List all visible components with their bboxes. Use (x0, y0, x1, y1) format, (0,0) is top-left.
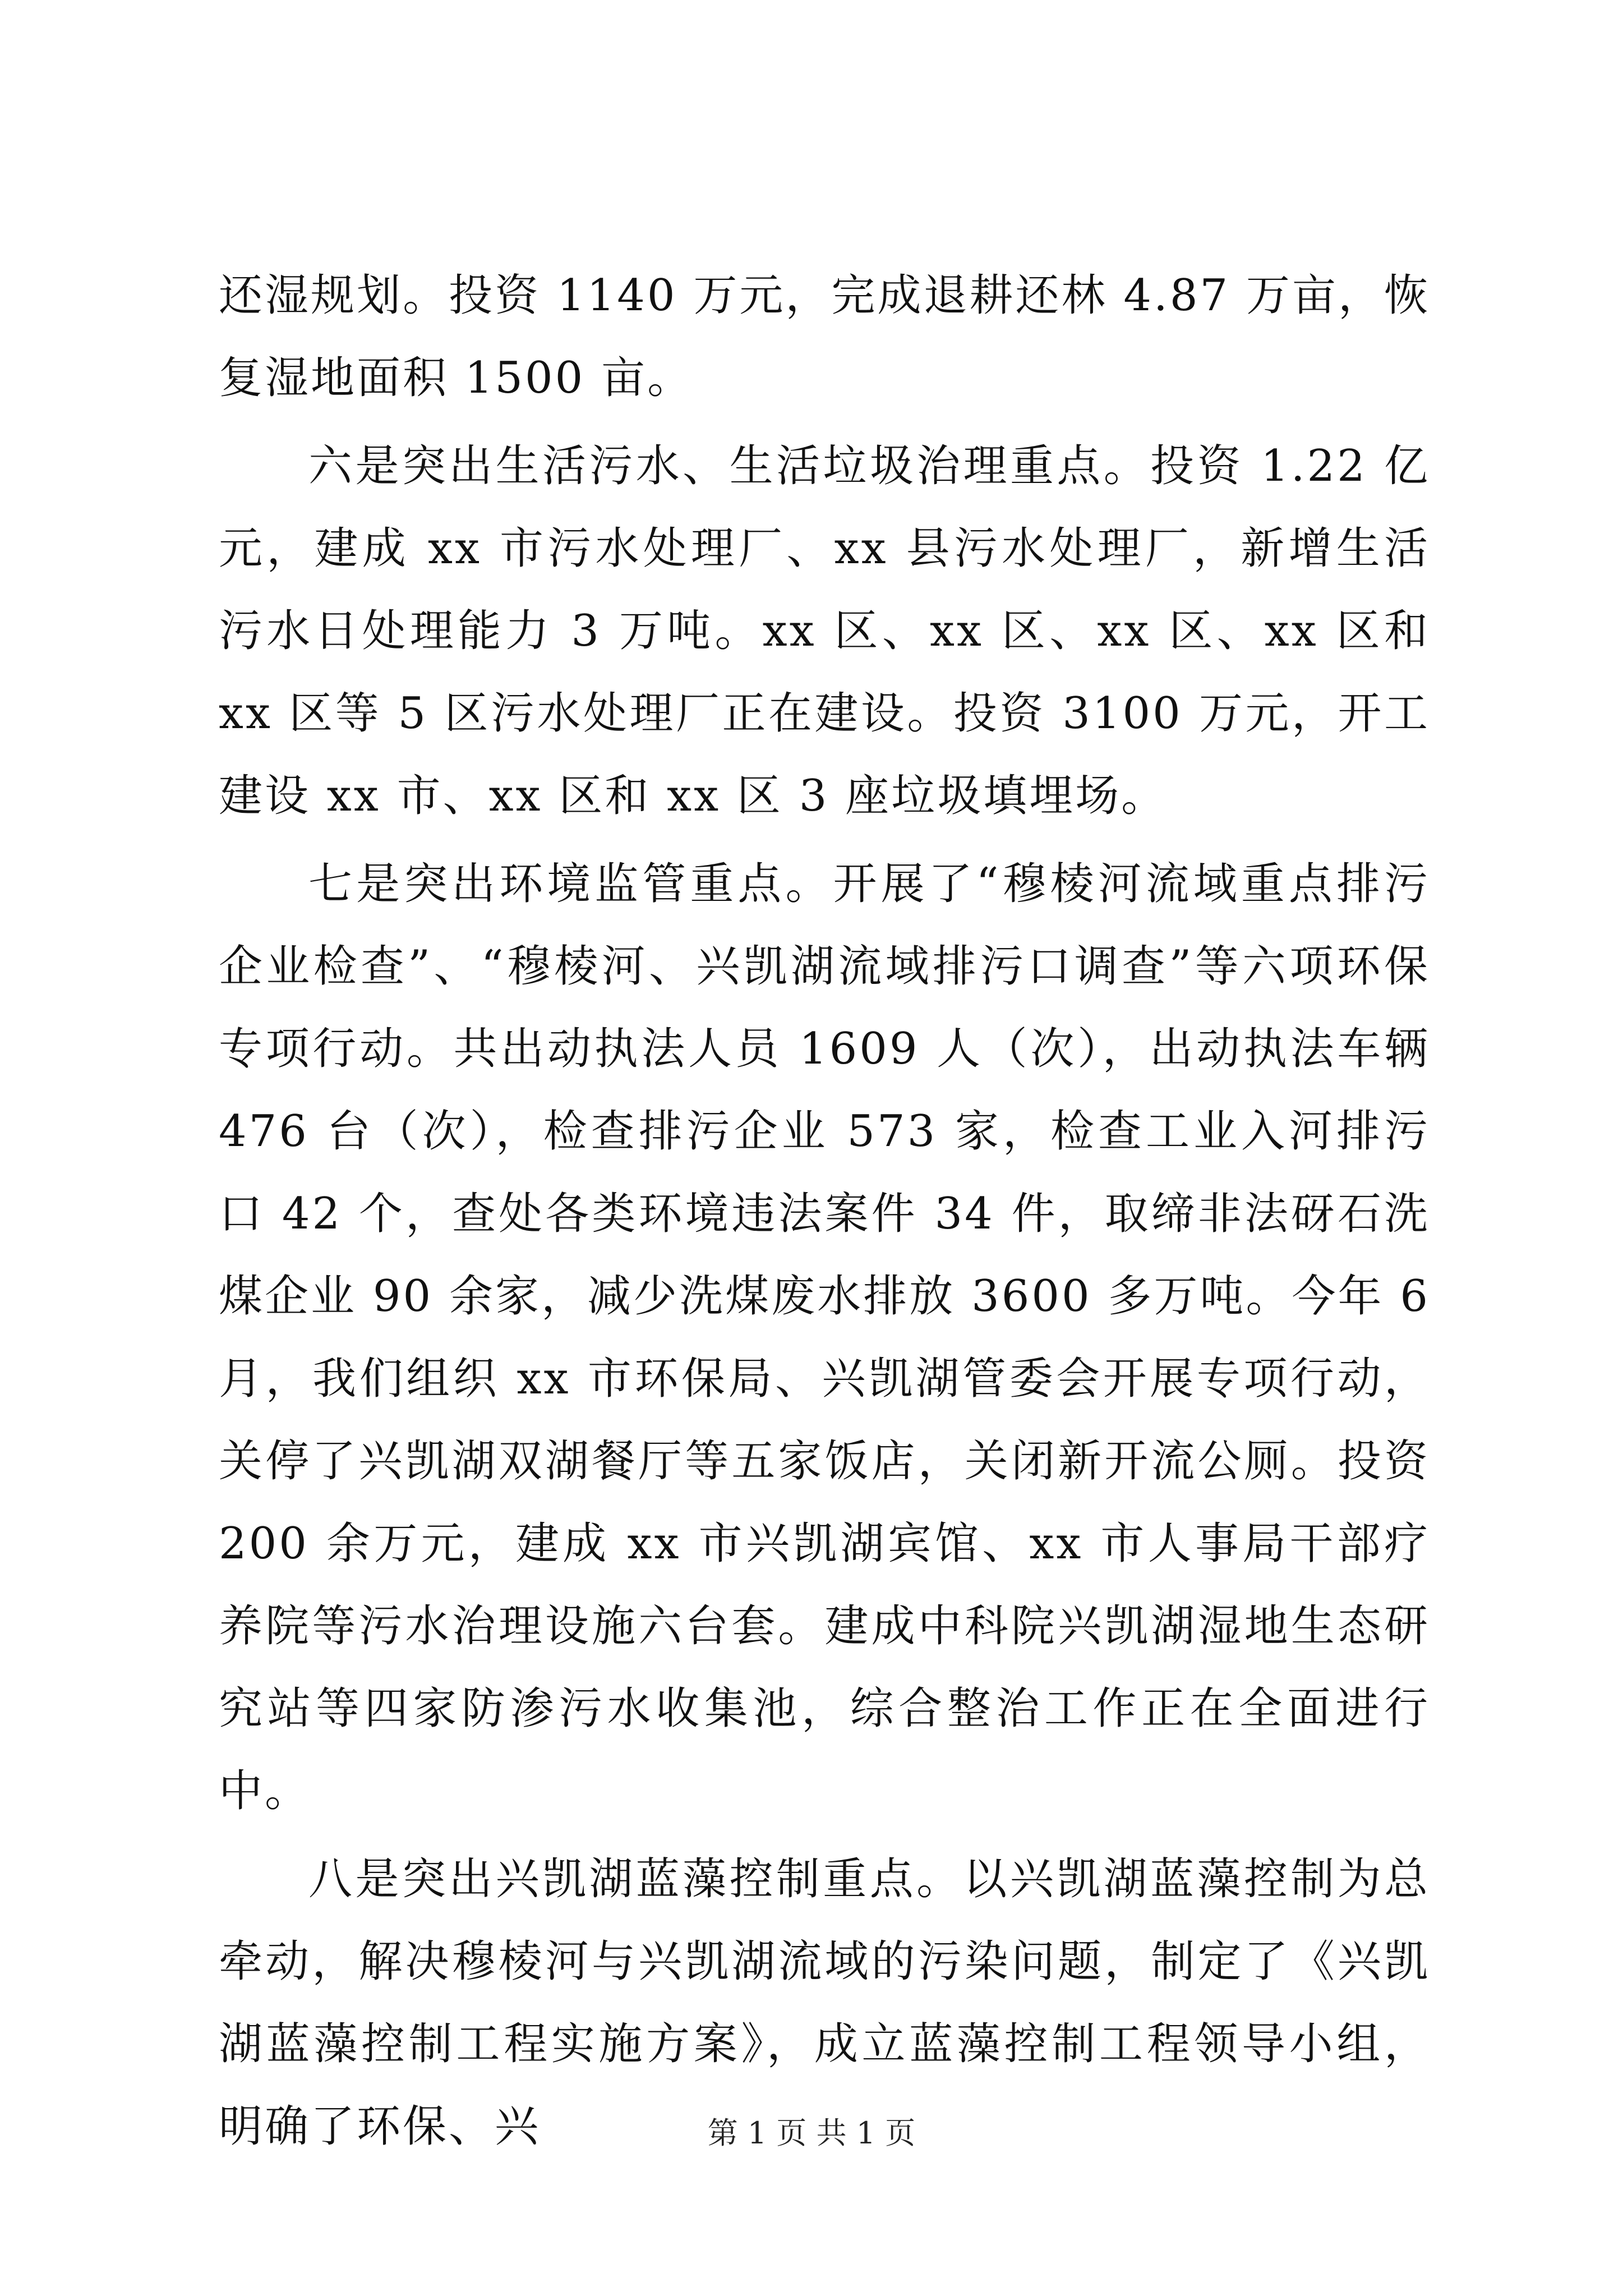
paragraph-item-six: 六是突出生活污水、生活垃圾治理重点。投资 1.22 亿元，建成 xx 市污水处理厂、xx 县污水处理厂，新增生活污水日处理能力 3 万吨。xx 区、xx 区、xx 区、xx 区和 xx 区等 5 区污水处理厂正在建设。投资 3100 万元，开工建设 xx 市、xx 区和 xx 区 3 座垃圾填埋场。 (219, 441, 1430, 821)
paragraph-continuation: 还湿规划。投资 1140 万元，完成退耕还林 4.87 万亩，恢复湿地面积 1500 亩。 (219, 270, 1430, 403)
paragraph-item-eight: 八是突出兴凯湖蓝藻控制重点。以兴凯湖蓝藻控制为总牵动，解决穆棱河与兴凯湖流域的污染问题，制定了《兴凯湖蓝藻控制工程实施方案》，成立蓝藻控制工程领导小组，明确了环保、兴 (219, 1854, 1430, 2152)
document-body (219, 255, 1430, 2168)
page-footer: 第 1 页 共 1 页 (707, 2115, 916, 2151)
paragraph-item-seven: 七是突出环境监管重点。开展了“穆棱河流域重点排污企业检查”、“穆棱河、兴凯湖流域排污口调查”等六项环保专项行动。共出动执法人员 1609 人（次），出动执法车辆 476 台（次），检查排污企业 573 家，检查工业入河排污口 42 个，查处各类环境违法案件 34 件，取缔非法砑石洗煤企业 90 余家，减少洗煤废水排放 3600 多万吨。今年 6 月，我们组织 xx 市环保局、兴凯湖管委会开展专项行动，关停了兴凯湖双湖餐厅等五家饭店，关闭新开流公厕。投资 200 余万元，建成 xx 市兴凯湖宾馆、xx 市人事局干部疗养院等污水治理设施六台套。建成中科院兴凯湖湿地生态研究站等四家防渗污水收集池，综合整治工作正在全面进行中。 (219, 859, 1430, 1816)
